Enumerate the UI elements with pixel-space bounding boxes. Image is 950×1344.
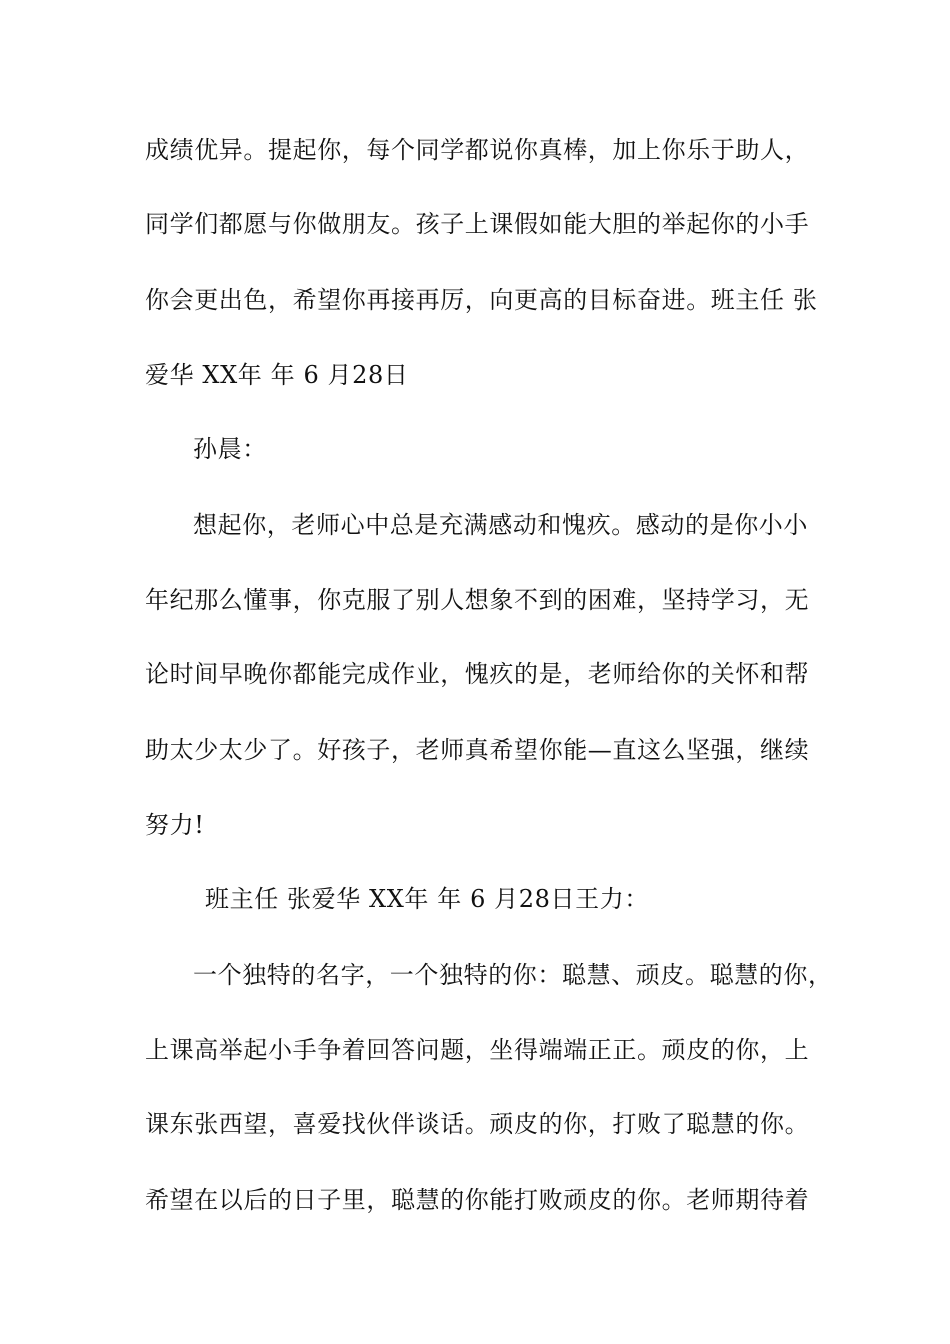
text-line: 助太少太少了。好孩子，老师真希望你能—直这么坚强，继续	[145, 736, 810, 764]
text-line: 同学们都愿与你做朋友。孩子上课假如能大胆的举起你的小手	[145, 210, 810, 238]
text-line: 年纪那么懂事，你克服了别人想象不到的困难，坚持学习，无	[145, 586, 810, 614]
text-line: 论时间早晚你都能完成作业，愧疚的是，老师给你的关怀和帮	[145, 660, 810, 688]
text-line: 希望在以后的日子里，聪慧的你能打败顽皮的你。老师期待着	[145, 1186, 810, 1214]
text-line: 成绩优异。提起你，每个同学都说你真棒，加上你乐于助人，	[145, 136, 810, 164]
text-line: 课东张西望，喜爱找伙伴谈话。顽皮的你，打败了聪慧的你。	[145, 1110, 810, 1138]
text-line: 上课高举起小手争着回答问题，坐得端端正正。顽皮的你，上	[145, 1036, 810, 1064]
signature-line: 班主任 张爱华 XX年 年 6 月28日王力：	[205, 885, 649, 913]
recipient-name: 孙晨：	[193, 435, 267, 463]
text-line: 努力!	[145, 811, 205, 839]
text-line: 爱华 XX年 年 6 月28日	[145, 361, 409, 389]
text-line: 想起你，老师心中总是充满感动和愧疚。感动的是你小小	[193, 511, 808, 539]
text-line: 你会更出色，希望你再接再厉，向更高的目标奋进。班主任 张	[145, 286, 818, 314]
text-line: 一个独特的名字，一个独特的你：聪慧、顽皮。聪慧的你，	[193, 961, 833, 989]
